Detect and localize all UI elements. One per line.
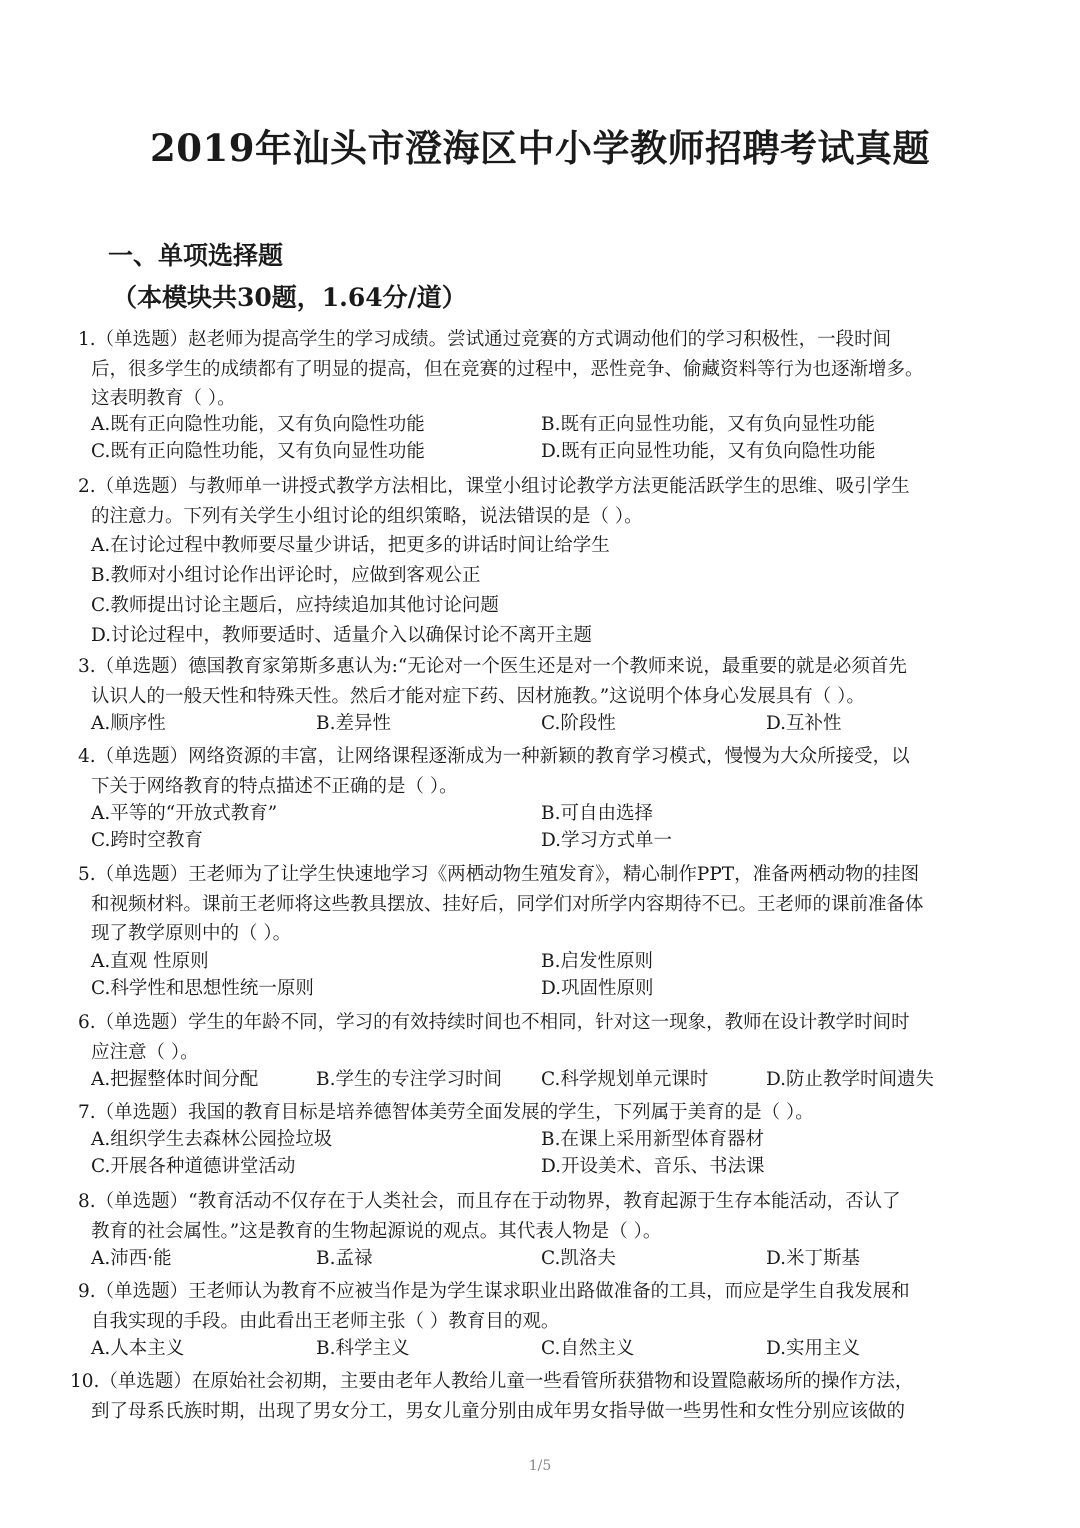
stem-line: 现了教学原则中的（ ）。	[91, 923, 292, 944]
stem-line: 下关于网络教育的特点描述不正确的是（ ）。	[91, 775, 458, 797]
option-a: A.平等的“开放式教育”	[91, 803, 278, 824]
question-3	[0, 652, 1080, 734]
stem-line: 10.（单选题）在原始社会初期，主要由老年人教给儿童一些看管所获猎物和设置隐蔽场所的操作方法，	[70, 1371, 914, 1392]
option-c: C.科学性和思想性统一原则	[91, 978, 314, 999]
question-6	[0, 1008, 1080, 1090]
question-8	[0, 1187, 1080, 1269]
option-b: B.差异性	[316, 713, 391, 734]
option-a: A.沛西·能	[91, 1248, 172, 1269]
question-stem	[0, 860, 1080, 949]
option-d: D.开设美术、音乐、书法课	[541, 1156, 765, 1177]
question-9	[0, 1277, 1080, 1359]
question-7	[0, 1098, 1080, 1177]
question-stem	[0, 1008, 1080, 1067]
option-b: B.科学主义	[316, 1338, 410, 1359]
option-d: D.既有正向显性功能，又有负向隐性功能	[541, 441, 876, 462]
stem-line: 这表明教育（ ）。	[91, 388, 236, 409]
option-c: C.既有正向隐性功能，又有负向显性功能	[91, 441, 425, 462]
stem-line: 4.（单选题）网络资源的丰富，让网络课程逐渐成为一种新颖的教育学习模式，慢慢为大众所接受，以	[78, 746, 910, 767]
question-2	[0, 472, 1080, 646]
option-b: B.启发性原则	[541, 951, 653, 972]
option-a: A.既有正向隐性功能，又有负向隐性功能	[91, 414, 425, 435]
stem-line: 认识人的一般天性和特殊天性。然后才能对症下药、因材施教。”这说明个体身心发展具有（ ）。	[91, 685, 865, 707]
section-heading: 一、单项选择题	[108, 241, 284, 270]
option-b: B.孟禄	[316, 1248, 373, 1269]
question-1	[0, 325, 1080, 462]
stem-line: 8.（单选题）“教育活动不仅存在于人类社会，而且存在于动物界，教育起源于生存本能活动，否认了	[78, 1191, 901, 1212]
stem-line: 6.（单选题）学生的年龄不同，学习的有效持续时间也不相同，针对这一现象，教师在设计教学时间时	[78, 1012, 910, 1033]
option-c: C.阶段性	[541, 713, 616, 734]
question-stem	[0, 1187, 1080, 1246]
option-a: A.在讨论过程中教师要尽量少讲话，把更多的讲话时间让给学生	[91, 535, 610, 556]
option-b: B.可自由选择	[541, 803, 653, 824]
option-b: B.在课上采用新型体育器材	[541, 1129, 764, 1150]
question-stem	[0, 652, 1080, 711]
option-d: D.巩固性原则	[541, 978, 654, 999]
stem-line: 7.（单选题）我国的教育目标是培养德智体美劳全面发展的学生，下列属于美育的是（ ）。	[78, 1102, 814, 1123]
stem-line: 1.（单选题）赵老师为提高学生的学习成绩。尝试通过竞赛的方式调动他们的学习积极性，一段时间	[78, 329, 892, 350]
document-title: 2019年汕头市澄海区中小学教师招聘考试真题	[150, 126, 930, 170]
option-a: A.顺序性	[91, 713, 166, 734]
stem-line: 3.（单选题）德国教育家第斯多惠认为:“无论对一个医生还是对一个教师来说，最重要的就是必须首先	[78, 656, 907, 677]
stem-line: 的注意力。下列有关学生小组讨论的组织策略，说法错误的是（ ）。	[91, 505, 643, 527]
option-c: C.凯洛夫	[541, 1248, 616, 1269]
stem-line: 应注意（ ）。	[91, 1041, 199, 1063]
stem-line: 和视频材料。课前王老师将这些教具摆放、挂好后，同学们对所学内容期待不已。王老师的课前准备体	[91, 893, 924, 915]
stem-line: 2.（单选题）与教师单一讲授式教学方法相比，课堂小组讨论教学方法更能活跃学生的思维、吸引学生	[78, 476, 910, 497]
stem-line: 5.（单选题）王老师为了让学生快速地学习《两栖动物生殖发育》，精心制作PPT，准备两栖动物的挂图	[78, 864, 920, 885]
option-c: C.跨时空教育	[91, 830, 203, 851]
question-4	[0, 742, 1080, 851]
question-5	[0, 860, 1080, 999]
stem-line: 到了母系氏族时期，出现了男女分工，男女儿童分别由成年男女指导做一些男性和女性分别应该做的	[91, 1400, 906, 1422]
stem-line: 自我实现的手段。由此看出王老师主张（ ）教育目的观。	[91, 1310, 560, 1332]
stem-line: 后，很多学生的成绩都有了明显的提高，但在竞赛的过程中，恶性竞争、偷藏资料等行为也逐渐增多。	[91, 358, 924, 380]
question-stem	[0, 325, 1080, 414]
stem-line: 教育的社会属性。”这是教育的生物起源说的观点。其代表人物是（ ）。	[91, 1220, 662, 1242]
stem-line: 9.（单选题）王老师认为教育不应被当作是为学生谋求职业出路做准备的工具，而应是学生自我发展和	[78, 1281, 910, 1302]
question-stem	[0, 1277, 1080, 1336]
option-a: A.组织学生去森林公园捡垃圾	[91, 1129, 333, 1150]
option-b: B.学生的专注学习时间	[316, 1069, 502, 1090]
option-d: D.学习方式单一	[541, 830, 673, 851]
question-stem	[0, 1098, 1080, 1128]
option-d: D.防止教学时间遗失	[766, 1069, 935, 1090]
option-c: C.教师提出讨论主题后，应持续追加其他讨论问题	[91, 595, 499, 616]
question-stem	[0, 472, 1080, 531]
option-a: A.直观 性原则	[91, 951, 209, 972]
option-c: C.开展各种道德讲堂活动	[91, 1156, 296, 1177]
option-b: B.教师对小组讨论作出评论时，应做到客观公正	[91, 565, 481, 586]
question-stem	[0, 742, 1080, 801]
section-note: （本模块共30题，1.64分/道）	[112, 283, 467, 312]
option-c: C.自然主义	[541, 1338, 635, 1359]
option-d: D.讨论过程中，教师要适时、适量介入以确保讨论不离开主题	[91, 625, 593, 646]
option-d: D.米丁斯基	[766, 1248, 861, 1269]
question-stem	[0, 1367, 1080, 1426]
option-c: C.科学规划单元课时	[541, 1069, 709, 1090]
option-b: B.既有正向显性功能，又有负向显性功能	[541, 414, 875, 435]
option-a: A.把握整体时间分配	[91, 1069, 259, 1090]
page-number: 1/5	[528, 1458, 552, 1474]
question-10	[0, 1367, 1080, 1426]
option-d: D.实用主义	[766, 1338, 861, 1359]
option-a: A.人本主义	[91, 1338, 185, 1359]
option-d: D.互补性	[766, 713, 842, 734]
